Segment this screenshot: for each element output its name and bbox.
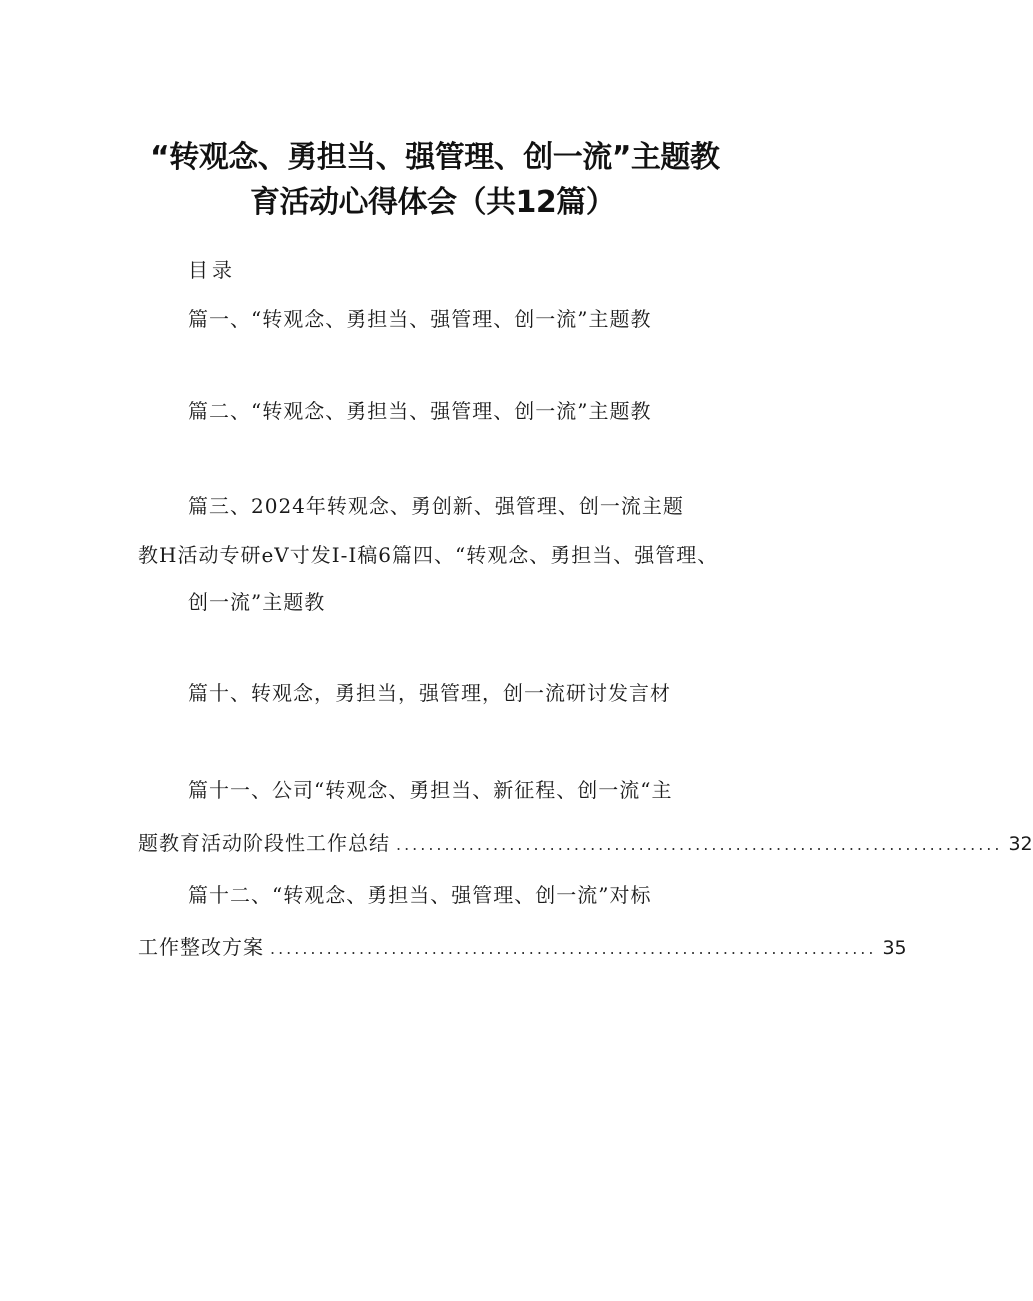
toc-entry-12-text: 工作整改方案 xyxy=(138,935,264,959)
toc-entry-3-line-3[interactable]: 创一流”主题教 xyxy=(188,590,326,614)
toc-heading: 目录 xyxy=(188,258,236,282)
toc-entry-11-line-1[interactable]: 篇十一、公司“转观念、勇担当、新征程、创一流“主 xyxy=(188,778,673,802)
document-title-line-2: 育活动心得体会（共12篇） xyxy=(250,185,616,220)
document-title-line-1: “转观念、勇担当、强管理、创一流”主题教 xyxy=(150,140,720,175)
toc-entry-3-line-2[interactable]: 教H活动专研eV寸发I-I稿6篇四、“转观念、勇担当、强管理、 xyxy=(138,543,719,567)
toc-entry-12-page-number: 35 xyxy=(882,937,907,959)
toc-entry-10[interactable]: 篇十、转观念，勇担当，强管理，创一流研讨发言材 xyxy=(188,681,671,705)
toc-entry-12-line-2[interactable] xyxy=(138,933,907,961)
toc-entry-2[interactable]: 篇二、“转观念、勇担当、强管理、创一流”主题教 xyxy=(188,399,652,423)
toc-entry-1[interactable]: 篇一、“转观念、勇担当、强管理、创一流”主题教 xyxy=(188,307,652,331)
toc-entry-11-page-number: 32 xyxy=(1008,833,1033,855)
toc-entry-3-line-1[interactable]: 篇三、2024年转观念、勇创新、强管理、创一流主题 xyxy=(188,494,684,518)
toc-leader-dots: ........................................................................... xyxy=(396,835,1003,854)
toc-entry-11-line-2[interactable] xyxy=(138,829,1033,857)
toc-entry-12-line-1[interactable]: 篇十二、“转观念、勇担当、强管理、创一流”对标 xyxy=(188,883,652,907)
toc-entry-11-text: 题教育活动阶段性工作总结 xyxy=(138,831,390,855)
toc-leader-dots: ........................................................................... xyxy=(270,939,877,958)
